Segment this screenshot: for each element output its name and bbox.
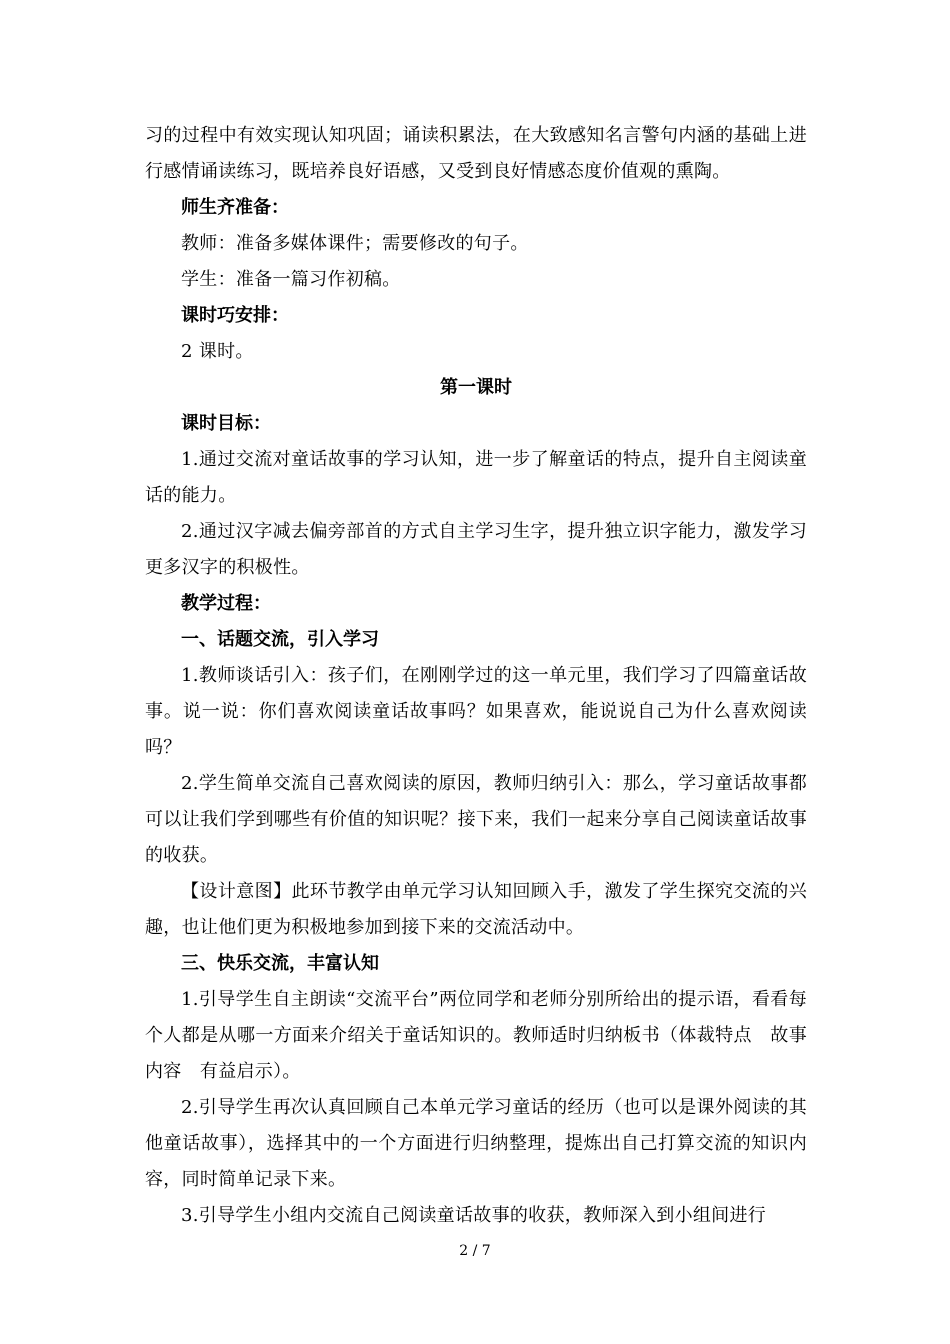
paragraph-intro-continuation: 习的过程中有效实现认知巩固；诵读积累法，在大致感知名言警句内涵的基础上进行感情诵读练习，既培养良好语感，又受到良好情感态度价值观的熏陶。: [145, 125, 807, 182]
paragraph-step-three-1: 1.引导学生自主朗读“交流平台”两位同学和老师分别所给出的提示语，看看每个人都是从哪一方面来介绍关于童话知识的。教师适时归纳板书（体裁特点 故事内容 有益启示）。: [145, 989, 807, 1082]
paragraph-design-intent: 【设计意图】此环节教学由单元学习认知回顾入手，激发了学生探究交流的兴趣，也让他们更为积极地参加到接下来的交流活动中。: [145, 881, 807, 938]
page-number: 2 / 7: [459, 1243, 491, 1259]
paragraph-lesson-count: 2 课时。: [181, 341, 254, 362]
paragraph-step-one-2: 2.学生简单交流自己喜欢阅读的原因，教师归纳引入：那么，学习童话故事都可以让我们学到哪些有价值的知识呢？接下来，我们一起来分享自己阅读童话故事的收获。: [145, 773, 807, 866]
heading-teaching-process: 教学过程：: [181, 593, 271, 614]
heading-preparation: 师生齐准备：: [181, 197, 289, 218]
paragraph-student-prep: 学生：准备一篇习作初稿。: [181, 269, 401, 290]
paragraph-step-three-3: 3.引导学生小组内交流自己阅读童话故事的收获，教师深入到小组间进行: [181, 1205, 767, 1226]
section-title-first-lesson: 第一课时: [440, 377, 512, 398]
paragraph-step-three-2: 2.引导学生再次认真回顾自己本单元学习童话的经历（也可以是课外阅读的其他童话故事），选择其中的一个方面进行归纳整理，提炼出自己打算交流的知识内容，同时简单记录下来。: [145, 1097, 807, 1190]
document-body: [145, 118, 807, 1234]
heading-step-one: 一、话题交流，引入学习: [181, 629, 379, 650]
paragraph-step-one-1: 1.教师谈话引入：孩子们，在刚刚学过的这一单元里，我们学习了四篇童话故事。说一说：你们喜欢阅读童话故事吗？如果喜欢，能说说自己为什么喜欢阅读吗？: [145, 665, 807, 758]
paragraph-teacher-prep: 教师：准备多媒体课件；需要修改的句子。: [181, 233, 529, 254]
heading-lesson-goals: 课时目标：: [181, 413, 271, 434]
paragraph-goal-1: 1.通过交流对童话故事的学习认知，进一步了解童话的特点，提升自主阅读童话的能力。: [145, 449, 807, 506]
paragraph-goal-2: 2.通过汉字减去偏旁部首的方式自主学习生字，提升独立识字能力，激发学习更多汉字的积极性。: [145, 521, 807, 578]
heading-step-three: 三、快乐交流，丰富认知: [181, 953, 379, 974]
heading-schedule: 课时巧安排：: [181, 305, 289, 326]
